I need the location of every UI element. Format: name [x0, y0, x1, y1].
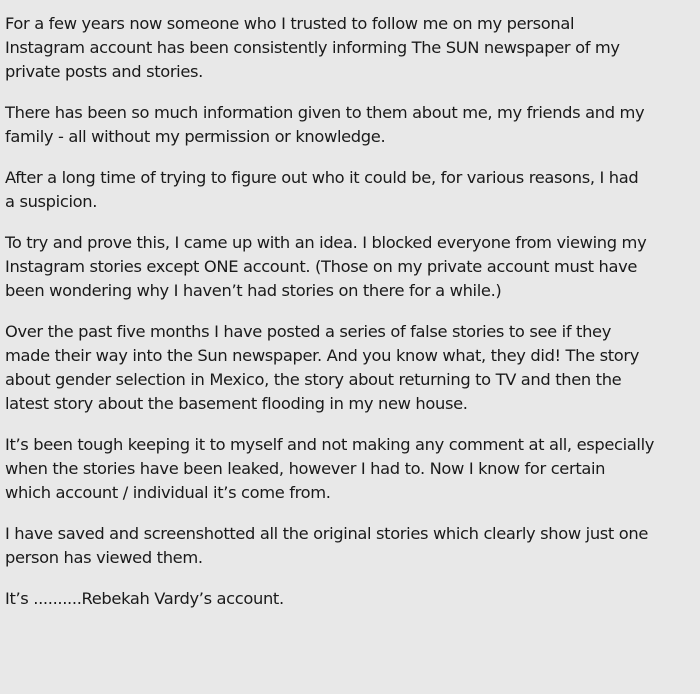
text-line: For a few years now someone who I trusted to follow me on my personal	[5, 14, 575, 33]
text-line: latest story about the basement flooding in my new house.	[5, 394, 468, 413]
text-line: made their way into the Sun newspaper. And you know what, they did! The story	[5, 346, 640, 365]
text-line: private posts and stories.	[5, 62, 203, 81]
text-line: about gender selection in Mexico, the story about returning to TV and then the	[5, 370, 622, 389]
text-line: There has been so much information given to them about me, my friends and my	[5, 103, 645, 122]
text-line: To try and prove this, I came up with an idea. I blocked everyone from viewing my	[5, 233, 647, 252]
text-line: which account / individual it’s come from.	[5, 483, 331, 502]
text-line: Instagram account has been consistently informing The SUN newspaper of my	[5, 38, 620, 57]
text-line: It’s been tough keeping it to myself and not making any comment at all, especially	[5, 435, 655, 454]
paragraph-5	[5, 320, 700, 416]
text-line: I have saved and screenshotted all the original stories which clearly show just one	[5, 524, 649, 543]
paragraph-4	[5, 231, 700, 303]
paragraph-1	[5, 12, 700, 84]
text-line: when the stories have been leaked, however I had to. Now I know for certain	[5, 459, 606, 478]
text-line: After a long time of trying to figure out who it could be, for various reasons, I had	[5, 168, 639, 187]
paragraph-2	[5, 101, 700, 149]
text-line: a suspicion.	[5, 192, 98, 211]
text-line: Instagram stories except ONE account. (Those on my private account must have	[5, 257, 638, 276]
paragraph-6	[5, 433, 700, 505]
paragraph-8	[5, 587, 700, 611]
text-line: been wondering why I haven’t had stories on there for a while.)	[5, 281, 502, 300]
text-line: person has viewed them.	[5, 548, 203, 567]
paragraph-7	[5, 522, 700, 570]
text-line: Over the past five months I have posted a series of false stories to see if they	[5, 322, 611, 341]
text-line: It’s ..........Rebekah Vardy’s account.	[5, 589, 284, 608]
text-line: family - all without my permission or knowledge.	[5, 127, 386, 146]
paragraph-3	[5, 166, 700, 214]
